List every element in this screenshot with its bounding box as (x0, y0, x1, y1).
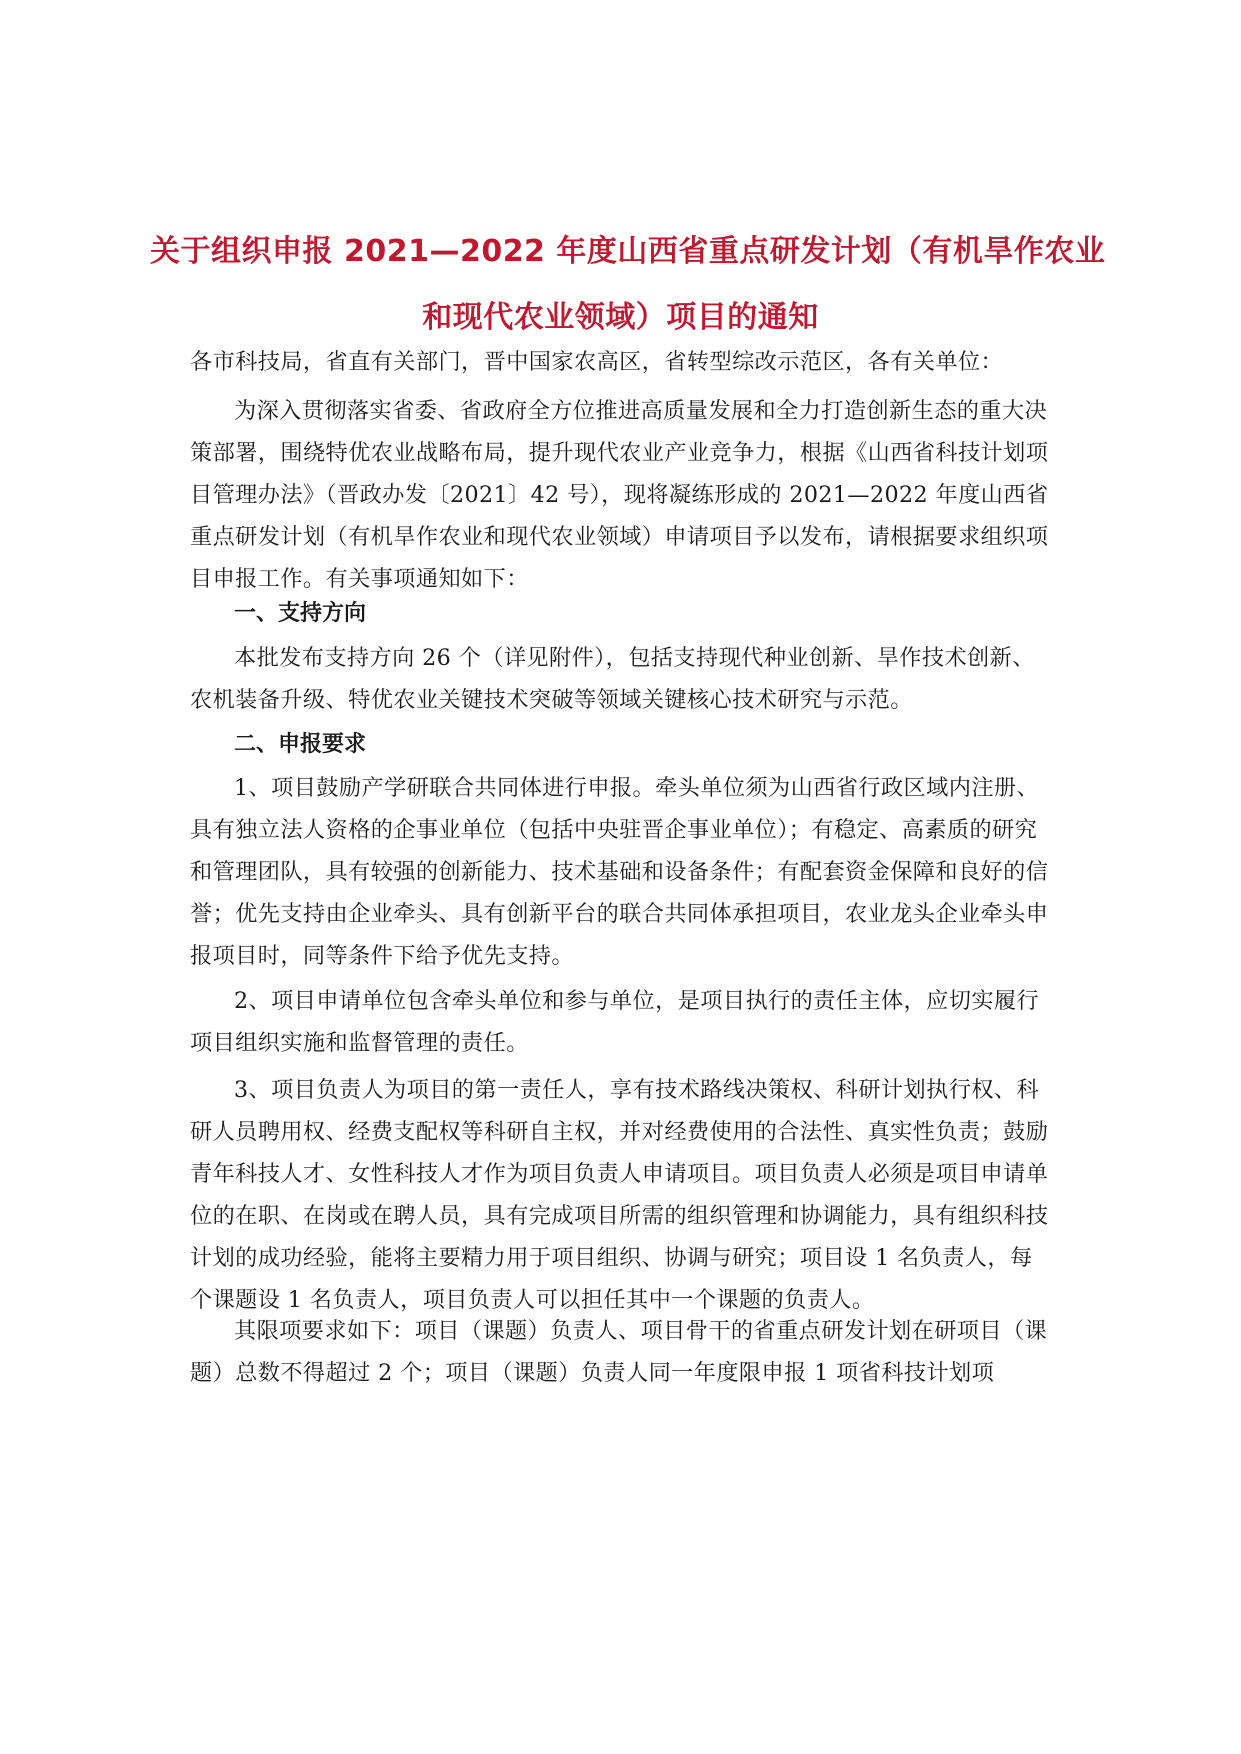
section-heading-requirements: 二、申报要求 (234, 732, 367, 757)
requirement-2-paragraph: 2、项目申请单位包含牵头单位和参与单位，是项目执行的责任主体，应切实履行项目组织实施和监督管理的责任。 (190, 988, 1040, 1056)
limits-paragraph: 其限项要求如下：项目（课题）负责人、项目骨干的省重点研发计划在研项目（课题）总数不得超过 2 个；项目（课题）负责人同一年度限申报 1 项省科技计划项 (190, 1318, 1048, 1386)
document-title-line-2: 和现代农业领域）项目的通知 (422, 300, 819, 335)
intro-paragraph: 为深入贯彻落实省委、省政府全方位推进高质量发展和全力打造创新生态的重大决策部署，围绕特优农业战略布局，提升现代农业产业竞争力，根据《山西省科技计划项目管理办法》（晋政办发〔2021〕42 号），现将凝练形成的 2021—2022 年度山西省重点研发计划（有机旱作农业和现代农业领域）申请项目予以发布，请根据要求组织项目申报工作。有关事项通知如下： (190, 398, 1049, 592)
document-title-line-1: 关于组织申报 2021—2022 年度山西省重点研发计划（有机旱作农业 (150, 234, 1106, 269)
requirement-1-paragraph: 1、项目鼓励产学研联合共同体进行申报。牵头单位须为山西省行政区域内注册、具有独立法人资格的企事业单位（包括中央驻晋企事业单位）；有稳定、高素质的研究和管理团队，具有较强的创新能力、技术基础和设备条件；有配套资金保障和良好的信誉；优先支持由企业牵头、具有创新平台的联合共同体承担项目，农业龙头企业牵头申报项目时，同等条件下给予优先支持。 (190, 775, 1049, 969)
section-heading-support-direction: 一、支持方向 (234, 601, 367, 626)
support-direction-paragraph: 本批发布支持方向 26 个（详见附件），包括支持现代种业创新、旱作技术创新、农机装备升级、特优农业关键技术突破等领域关键核心技术研究与示范。 (190, 645, 1035, 713)
salutation: 各市科技局，省直有关部门，晋中国家农高区，省转型综改示范区，各有关单位： (190, 349, 1004, 375)
requirement-3-paragraph: 3、项目负责人为项目的第一责任人，享有技术路线决策权、科研计划执行权、科研人员聘用权、经费支配权等科研自主权，并对经费使用的合法性、真实性负责；鼓励青年科技人才、女性科技人才作为项目负责人申请项目。项目负责人必须是项目申请单位的在职、在岗或在聘人员，具有完成项目所需的组织管理和协调能力，具有组织科技计划的成功经验，能将主要精力用于项目组织、协调与研究；项目设 1 名负责人，每个课题设 1 名负责人，项目负责人可以担任其中一个课题的负责人。 (190, 1077, 1049, 1313)
